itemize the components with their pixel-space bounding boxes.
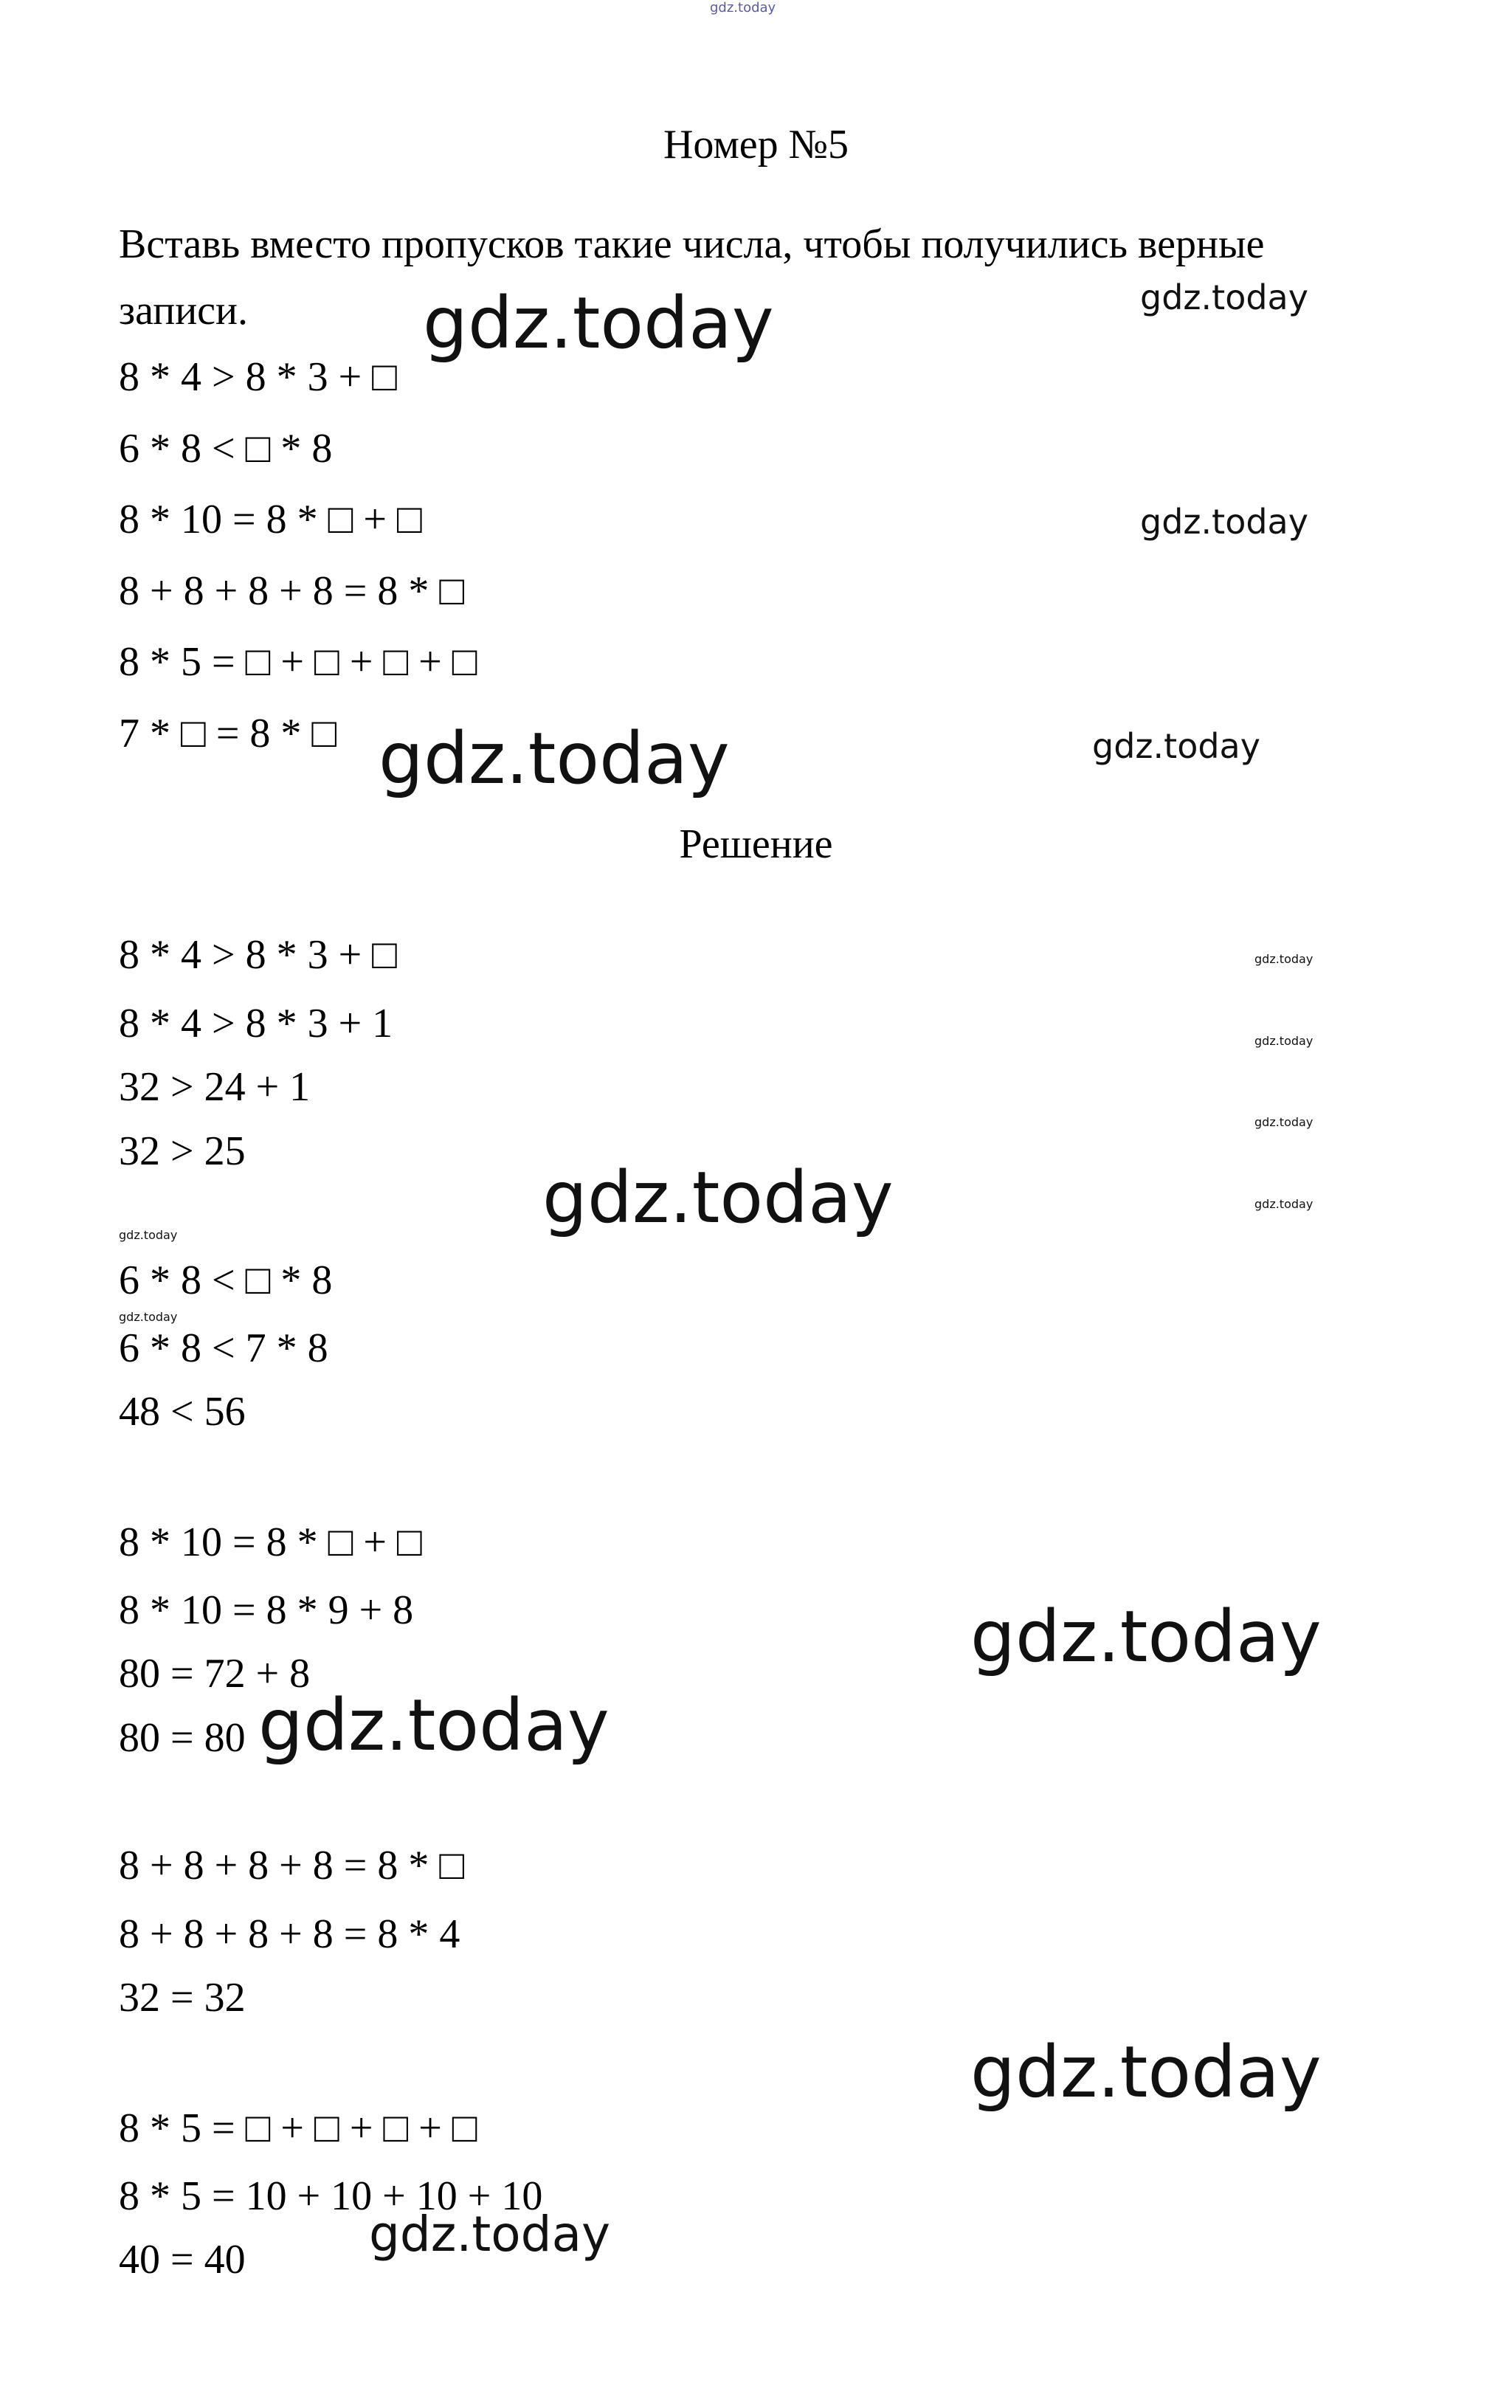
- solution-line: 8 * 5 = □ + □ + □ + □: [119, 2105, 477, 2151]
- solution-line: 32 > 25: [119, 1128, 246, 1174]
- page-title: Номер №5: [663, 122, 849, 168]
- task-item: 8 * 4 > 8 * 3 + □: [119, 354, 397, 400]
- watermark: gdz.today: [369, 2206, 611, 2263]
- solution-line: 80 = 72 + 8: [119, 1651, 311, 1697]
- solution-line: 8 * 4 > 8 * 3 + □: [119, 932, 397, 978]
- watermark: gdz.today: [970, 1595, 1322, 1678]
- solution-line: 8 + 8 + 8 + 8 = 8 * 4: [119, 1911, 460, 1957]
- watermark: gdz.today: [423, 282, 774, 365]
- watermark: gdz.today: [1254, 1115, 1313, 1129]
- watermark: gdz.today: [1092, 726, 1260, 766]
- solution-line: 8 * 4 > 8 * 3 + 1: [119, 1001, 393, 1046]
- solution-line: 48 < 56: [119, 1389, 246, 1435]
- task-item: 7 * □ = 8 * □: [119, 711, 337, 756]
- solution-line: 32 > 24 + 1: [119, 1064, 311, 1110]
- watermark: gdz.today: [1254, 1034, 1313, 1048]
- task-item: 8 + 8 + 8 + 8 = 8 * □: [119, 568, 465, 614]
- watermark: gdz.today: [542, 1156, 894, 1239]
- watermark: gdz.today: [379, 717, 730, 800]
- watermark: gdz.today: [970, 2031, 1322, 2114]
- watermark: gdz.today: [119, 1310, 178, 1324]
- solution-line: 8 * 10 = 8 * □ + □: [119, 1519, 422, 1565]
- solution-line: 6 * 8 < □ * 8: [119, 1258, 333, 1303]
- solution-line: 6 * 8 < 7 * 8: [119, 1325, 328, 1371]
- solution-line: 32 = 32: [119, 1975, 246, 2021]
- solution-line: 80 = 80: [119, 1715, 246, 1761]
- solution-line: 8 + 8 + 8 + 8 = 8 * □: [119, 1843, 465, 1888]
- watermark: gdz.today: [1140, 277, 1308, 317]
- task-item: 8 * 5 = □ + □ + □ + □: [119, 639, 477, 685]
- task-text-line-1: Вставь вместо пропусков такие числа, чтобы получились верные: [119, 221, 1265, 267]
- solution-line: 8 * 5 = 10 + 10 + 10 + 10: [119, 2173, 543, 2219]
- watermark: gdz.today: [1254, 952, 1313, 966]
- task-item: 6 * 8 < □ * 8: [119, 426, 333, 472]
- watermark: gdz.today: [1254, 1197, 1313, 1211]
- solution-line: 40 = 40: [119, 2237, 246, 2283]
- watermark: gdz.today: [1140, 502, 1308, 542]
- task-text-line-2: записи.: [119, 288, 248, 334]
- solution-heading: Решение: [679, 821, 833, 867]
- solution-line: 8 * 10 = 8 * 9 + 8: [119, 1587, 414, 1633]
- source-tag: gdz.today: [710, 0, 776, 15]
- watermark: gdz.today: [258, 1684, 610, 1767]
- watermark: gdz.today: [119, 1228, 178, 1242]
- task-item: 8 * 10 = 8 * □ + □: [119, 497, 422, 542]
